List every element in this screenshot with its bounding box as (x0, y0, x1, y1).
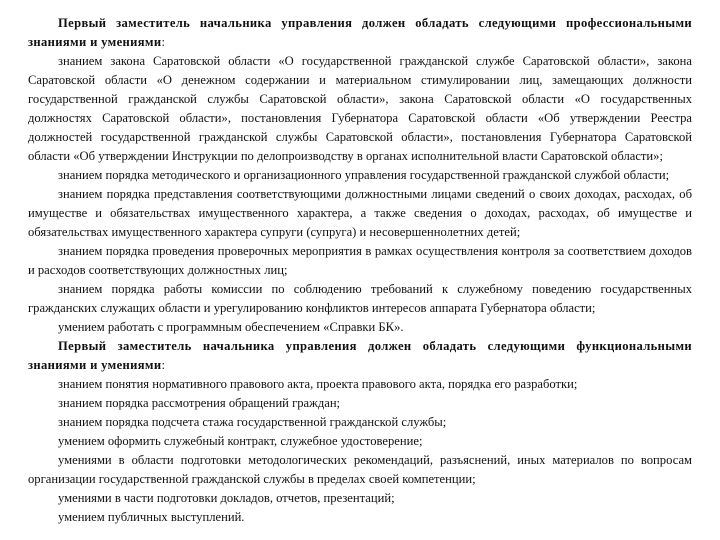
section2-item: умением оформить служебный контракт, служебное удостоверение; (58, 434, 423, 448)
section1-item: знанием порядка проведения проверочных мероприятия в рамках осуществления контроля за соответствием доходов и расходов соответствующих должностных лиц; (28, 244, 692, 277)
section1-item: знанием порядка представления соответствующими должностными лицами сведений о своих доходах, расходах, об имуществе и обязательствах имущественного характера, а также сведения о доходах, расходах, об имуществе и обязательствах имущественного характера супруги (супруга) и несовершеннолетних детей; (28, 187, 692, 239)
section2-item: умением публичных выступлений. (58, 510, 245, 524)
section2-item: знанием порядка рассмотрения обращений граждан; (58, 396, 341, 410)
section1-heading-colon: : (161, 35, 166, 49)
section2-item: умениями в области подготовки методологических рекомендаций, разъяснений, иных материалов по вопросам организации государственной гражданской службы в пределах своей компетенции; (28, 453, 692, 486)
section1-item: знанием порядка работы комиссии по соблюдению требований к служебному поведению государственных гражданских служащих области и урегулированию конфликтов интересов аппарата Губернатора области; (28, 282, 692, 315)
section2-item: знанием порядка подсчета стажа государственной гражданской службы; (58, 415, 447, 429)
section1-item: знанием закона Саратовской области «О государственной гражданской службе Саратовской области», закона Саратовской области «О денежном содержании и материальном стимулировании лиц, замещающих должности государственной гражданской службы Саратовской области», закона Саратовской области «О государственных должностях Саратовской области», постановления Губернатора Саратовской области «Об утверждении Реестра должностей государственной гражданской службы Саратовской области», постановления Губернатора Саратовской области «Об утверждении Инструкции по делопроизводству в органах исполнительной власти Саратовской области»; (28, 54, 692, 163)
section1-heading-text: Первый заместитель начальника управления должен обладать следующими профессиональными знаниями и умениями (28, 16, 692, 49)
section1-heading (28, 14, 692, 52)
section2-heading-colon: : (161, 358, 166, 372)
section2-item: знанием понятия нормативного правового акта, проекта правового акта, порядка его разработки; (58, 377, 578, 391)
section2-heading-text: Первый заместитель начальника управления должен обладать следующими функциональными знаниями и умениями (28, 339, 692, 372)
section2-heading (28, 337, 692, 375)
section1-item: умением работать с программным обеспечением «Справки БК». (58, 320, 404, 334)
section2-item: умениями в части подготовки докладов, отчетов, презентаций; (58, 491, 395, 505)
section1-item: знанием порядка методического и организационного управления государственной гражданской службой области; (58, 168, 670, 182)
document-page (28, 14, 692, 527)
